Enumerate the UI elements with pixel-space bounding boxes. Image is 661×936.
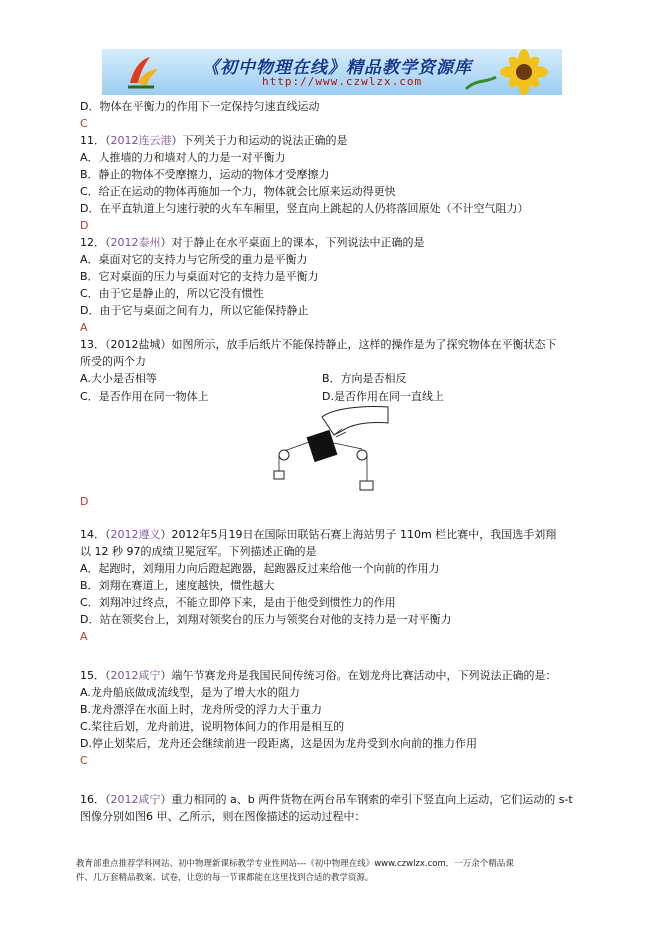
- site-logo-icon: [124, 53, 162, 91]
- line-text: C: [80, 754, 88, 767]
- question-number: 16．（: [80, 793, 111, 806]
- answer-line: [80, 495, 88, 509]
- question-source: 2012咸宁: [110, 669, 161, 682]
- line-text: A: [80, 321, 88, 334]
- text-line: [80, 304, 308, 318]
- text-line: [80, 545, 316, 559]
- line-text: D: [80, 219, 89, 232]
- text-line: [80, 703, 322, 717]
- question-text: ）端午节赛龙舟是我国民间传统习俗。在划龙舟比赛活动中，下列说法正确的是：: [160, 669, 557, 682]
- line-text: A.大小是否相等: [80, 372, 157, 385]
- text-line: [80, 202, 528, 216]
- text-line: [80, 100, 319, 114]
- text-line: [80, 372, 407, 386]
- line-text: 13．（2012盐城）如图所示，放手后纸片不能保持静止，这样的操作是为了探究物体在平衡状态下: [80, 338, 557, 351]
- option-text: D.是否作用在同一直线上: [322, 390, 444, 403]
- line-text: B.龙舟漂浮在水面上时，龙舟所受的浮力大于重力: [80, 703, 323, 716]
- text-line: [80, 287, 264, 301]
- text-line: [80, 134, 348, 148]
- line-text: A: [80, 630, 88, 643]
- question-source: 2012连云港: [110, 134, 172, 147]
- answer-line: [80, 321, 88, 335]
- line-text: A．起跑时，刘翔用力向后蹬起跑器，起跑器反过来给他一个向前的作用力: [80, 562, 440, 575]
- text-line: [80, 596, 396, 610]
- text-line: [80, 185, 396, 199]
- line-text: C．由于它是静止的，所以它没有惯性: [80, 287, 264, 300]
- line-text: C．给正在运动的物体再施加一个力，物体就会比原来运动得更快: [80, 185, 396, 198]
- text-line: [80, 236, 425, 250]
- line-text: D: [80, 495, 89, 508]
- answer-line: [80, 219, 88, 233]
- header-banner: [102, 49, 562, 95]
- answer-line: [80, 630, 88, 644]
- line-text: 图像分别如图6 甲、乙所示，则在图像描述的运动过程中：: [80, 810, 366, 823]
- line-text: 以 12 秒 97的成绩卫冕冠军。下列描述正确的是: [80, 545, 317, 558]
- text-line: [80, 686, 300, 700]
- text-line: [80, 613, 451, 627]
- banner-title: 《初中物理在线》精品教学资源库: [202, 58, 472, 78]
- question-source: 2012泰州: [110, 236, 161, 249]
- question-number: 11．（: [80, 134, 111, 147]
- text-line: [80, 253, 308, 267]
- text-line: [80, 810, 366, 824]
- question-number: 14．（: [80, 528, 111, 541]
- line-text: C．是否作用在同一物体上: [80, 390, 209, 403]
- line-text: C: [80, 117, 88, 130]
- footer-line-2: 件、几万套精品教案、试卷，让您的每一节课都能在这里找到合适的教学资源。: [76, 873, 374, 883]
- line-text: B．它对桌面的压力与桌面对它的支持力是平衡力: [80, 270, 319, 283]
- line-text: D．由于它与桌面之间有力，所以它能保持静止: [80, 304, 309, 317]
- line-text: 所受的两个力: [80, 355, 146, 368]
- question-source: 2012遵义: [110, 528, 161, 541]
- question-number: 15．（: [80, 669, 111, 682]
- line-text: D．物体在平衡力的作用下一定保持匀速直线运动: [80, 100, 320, 113]
- text-line: [80, 579, 275, 593]
- text-line: [80, 737, 477, 751]
- text-line: [80, 562, 440, 576]
- q13-experiment-figure: [270, 405, 390, 495]
- text-line: [80, 168, 330, 182]
- answer-line: [80, 117, 88, 131]
- line-text: C.桨往后划，龙舟前进，说明物体间力的作用是相互的: [80, 720, 345, 733]
- text-line: [80, 793, 573, 807]
- line-text: D．在平直轨道上匀速行驶的火车车厢里，竖直向上跳起的人仍将落回原处（不计空气阻力）: [80, 202, 529, 215]
- question-text: ）重力相同的 a、b 两件货物在两台吊车钢索的牵引下竖直向上运动，它们运动的 s-t: [160, 793, 573, 806]
- sunflower-icon: [446, 49, 556, 95]
- question-text: ）2012年5月19日在国际田联钻石赛上海站男子 110m 栏比赛中，我国选手刘翔: [160, 528, 557, 541]
- line-text: C．刘翔冲过终点，不能立即停下来，是由于他受到惯性力的作用: [80, 596, 396, 609]
- line-text: B．刘翔在赛道上，速度越快，惯性越大: [80, 579, 275, 592]
- line-text: A.龙舟船底做成流线型，是为了增大水的阻力: [80, 686, 300, 699]
- text-line: [80, 720, 344, 734]
- line-text: B．静止的物体不受摩擦力，运动的物体才受摩擦力: [80, 168, 330, 181]
- text-line: [80, 528, 556, 542]
- question-number: 12．（: [80, 236, 111, 249]
- text-line: [80, 151, 286, 165]
- page-footer: [76, 857, 596, 885]
- text-line: [80, 270, 319, 284]
- text-line: [80, 669, 557, 683]
- line-text: D.停止划桨后，龙舟还会继续前进一段距离，这是因为龙舟受到水向前的推力作用: [80, 737, 477, 750]
- question-text: ）下列关于力和运动的说法正确的是: [171, 134, 348, 147]
- question-source: 2012咸宁: [110, 793, 161, 806]
- line-text: A．桌面对它的支持力与它所受的重力是平衡力: [80, 253, 308, 266]
- line-text: A．人推墙的力和墙对人的力是一对平衡力: [80, 151, 286, 164]
- text-line: [80, 338, 557, 352]
- option-text: B．方向是否相反: [322, 372, 407, 385]
- question-text: ）对于静止在水平桌面上的课本，下列说法中正确的是: [160, 236, 425, 249]
- banner-url[interactable]: http://www.czwlzx.com: [262, 75, 423, 88]
- line-text: D．站在领奖台上，刘翔对领奖台的压力与领奖台对他的支持力是一对平衡力: [80, 613, 452, 626]
- text-line: [80, 390, 444, 404]
- answer-line: [80, 754, 88, 768]
- footer-line-1: 教育部重点推荐学科网站、初中物理新课标教学专业性网站---《初中物理在线》www.czwlzx.com．一万余个精品课: [76, 859, 514, 869]
- text-line: [80, 355, 146, 369]
